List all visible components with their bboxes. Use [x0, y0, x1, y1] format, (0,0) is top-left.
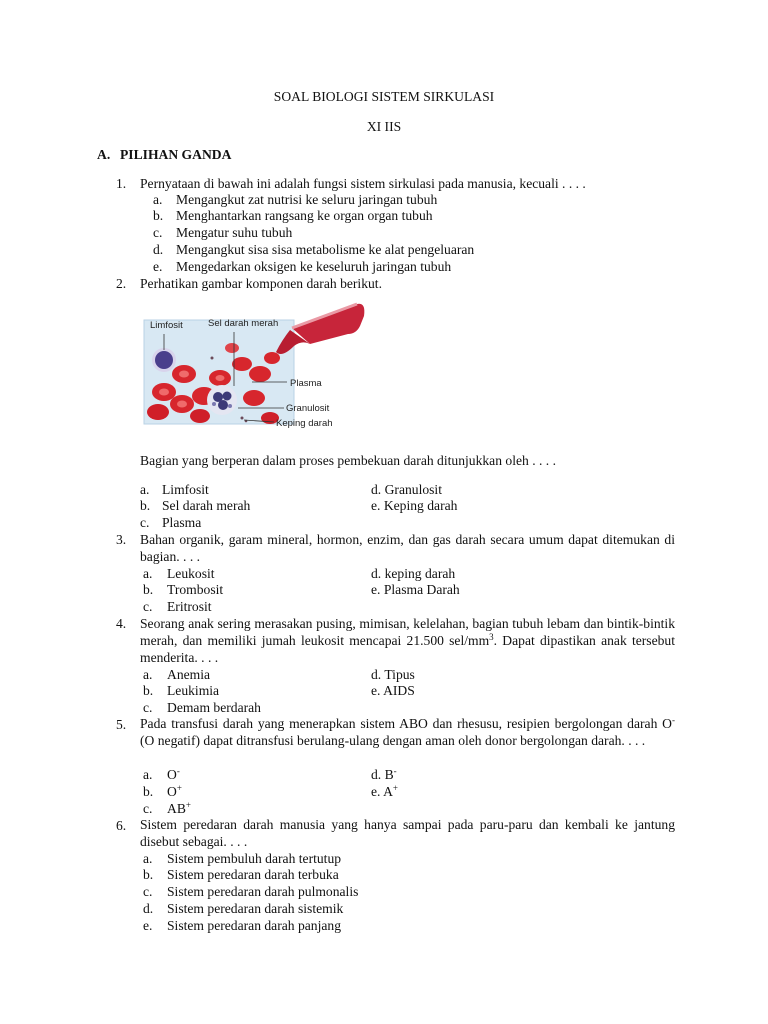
- q6-option-d: Sistem peredaran darah sistemik: [167, 901, 344, 916]
- q1-text: Pernyataan di bawah ini adalah fungsi sistem sirkulasi pada manusia, kecuali . . . .: [140, 176, 586, 191]
- q1-option-a: Mengangkut zat nutrisi ke seluru jaringan tubuh: [176, 192, 438, 207]
- q4-option-e: e. AIDS: [371, 683, 415, 698]
- q1-option-e: Mengedarkan oksigen ke keseluruh jaringan tubuh: [176, 259, 452, 274]
- q5-option-e: e. A+: [371, 783, 398, 799]
- q3-option-c: Eritrosit: [167, 599, 212, 614]
- q2-option-a-letter: a.: [140, 482, 150, 497]
- q1-option-c-letter: c.: [153, 225, 163, 240]
- q2-option-b-letter: b.: [140, 498, 151, 513]
- blood-components-figure: [142, 300, 368, 432]
- q3-option-e: e. Plasma Darah: [371, 582, 460, 597]
- q2-question: Bagian yang berperan dalam proses pembekuan darah ditunjukkan oleh . . . .: [140, 453, 556, 468]
- q2-number: 2.: [116, 276, 127, 291]
- q3-option-b: Trombosit: [167, 582, 224, 597]
- lymphocyte-cell: [152, 348, 176, 372]
- label-plasma: Plasma: [290, 378, 322, 389]
- blood-components-illustration: [142, 300, 368, 432]
- q2-text: Perhatikan gambar komponen darah berikut.: [140, 276, 382, 291]
- granulocyte-cell: [207, 385, 237, 415]
- q5-option-b-letter: b.: [143, 784, 154, 799]
- q3-option-d: d. keping darah: [371, 566, 456, 581]
- q5-option-d: d. B-: [371, 766, 397, 782]
- q6-option-b: Sistem peredaran darah terbuka: [167, 867, 339, 882]
- q4-option-b: Leukimia: [167, 683, 220, 698]
- class-label: XI IIS: [366, 119, 402, 134]
- q2-option-e: e. Keping darah: [371, 498, 458, 513]
- q1-option-c: Mengatur suhu tubuh: [176, 225, 293, 240]
- document-title: SOAL BIOLOGI SISTEM SIRKULASI: [273, 89, 495, 104]
- q4-option-a: Anemia: [167, 667, 211, 682]
- q1-option-b: Menghantarkan rangsang ke organ organ tubuh: [176, 208, 433, 223]
- q5-option-c-letter: c.: [143, 801, 153, 816]
- label-granulosit: Granulosit: [286, 403, 330, 414]
- label-limfosit: Limfosit: [150, 320, 183, 331]
- q6-option-c: Sistem peredaran darah pulmonalis: [167, 884, 359, 899]
- label-keping-darah: Keping darah: [276, 418, 333, 429]
- q5-option-a: O-: [167, 766, 180, 782]
- q3-option-a-letter: a.: [143, 566, 153, 581]
- q4-option-b-letter: b.: [143, 683, 154, 698]
- q1-option-b-letter: b.: [153, 208, 164, 223]
- q6-option-a-letter: a.: [143, 851, 153, 866]
- q4-option-c-letter: c.: [143, 700, 153, 715]
- q6-text: Sistem peredaran darah manusia yang hanya sampai pada paru-paru dan kembali ke jantung disebut sebagai. . . .: [140, 817, 675, 849]
- q3-text: Bahan organik, garam mineral, hormon, enzim, dan gas darah secara umum dapat ditemukan di bagian. . . .: [140, 532, 675, 564]
- q1-option-d-letter: d.: [153, 242, 164, 257]
- q5-option-b: O+: [167, 783, 182, 799]
- q6-option-b-letter: b.: [143, 867, 154, 882]
- q1-option-d: Mengangkut sisa sisa metabolisme ke alat pengeluaran: [176, 242, 475, 257]
- q5-option-a-letter: a.: [143, 767, 153, 782]
- q2-option-b: Sel darah merah: [162, 498, 251, 513]
- q6-option-c-letter: c.: [143, 884, 153, 899]
- q4-option-c: Demam berdarah: [167, 700, 261, 715]
- q6-option-d-letter: d.: [143, 901, 154, 916]
- q3-option-b-letter: b.: [143, 582, 154, 597]
- q1-option-a-letter: a.: [153, 192, 163, 207]
- q1-number: 1.: [116, 176, 127, 191]
- q3-number: 3.: [116, 532, 127, 547]
- q3-option-c-letter: c.: [143, 599, 153, 614]
- section-letter: A.: [97, 147, 111, 162]
- q2-option-d: d. Granulosit: [371, 482, 442, 497]
- q6-option-e-letter: e.: [143, 918, 153, 933]
- label-sel-darah-merah: Sel darah merah: [208, 318, 279, 329]
- q2-option-c: Plasma: [162, 515, 202, 530]
- q2-option-c-letter: c.: [140, 515, 150, 530]
- q5-number: 5.: [116, 717, 127, 732]
- q5-option-c: AB+: [167, 800, 191, 816]
- q6-option-e: Sistem peredaran darah panjang: [167, 918, 342, 933]
- q4-option-d: d. Tipus: [371, 667, 415, 682]
- q1-option-e-letter: e.: [153, 259, 163, 274]
- q6-option-a: Sistem pembuluh darah tertutup: [167, 851, 342, 866]
- q6-number: 6.: [116, 818, 127, 833]
- section-title: PILIHAN GANDA: [120, 147, 232, 162]
- q4-number: 4.: [116, 616, 127, 631]
- q5-text: Pada transfusi darah yang menerapkan sistem ABO dan rhesusu, resipien bergolongan darah O- (O negatif) dapat ditransfusi berulang-ulang dengan aman oleh donor bergolongan darah. . . .: [140, 715, 675, 748]
- q4-option-a-letter: a.: [143, 667, 153, 682]
- q3-option-a: Leukosit: [167, 566, 215, 581]
- q4-text: Seorang anak sering merasakan pusing, mimisan, kelelahan, bagian tubuh lebam dan bintik-bintik merah, dan memiliki jumah leukosit mencapai 21.500 sel/$mm^3$. Dapat dipastikan anak tersebut menderita. . . .: [140, 616, 675, 665]
- q2-option-a: Limfosit: [162, 482, 209, 497]
